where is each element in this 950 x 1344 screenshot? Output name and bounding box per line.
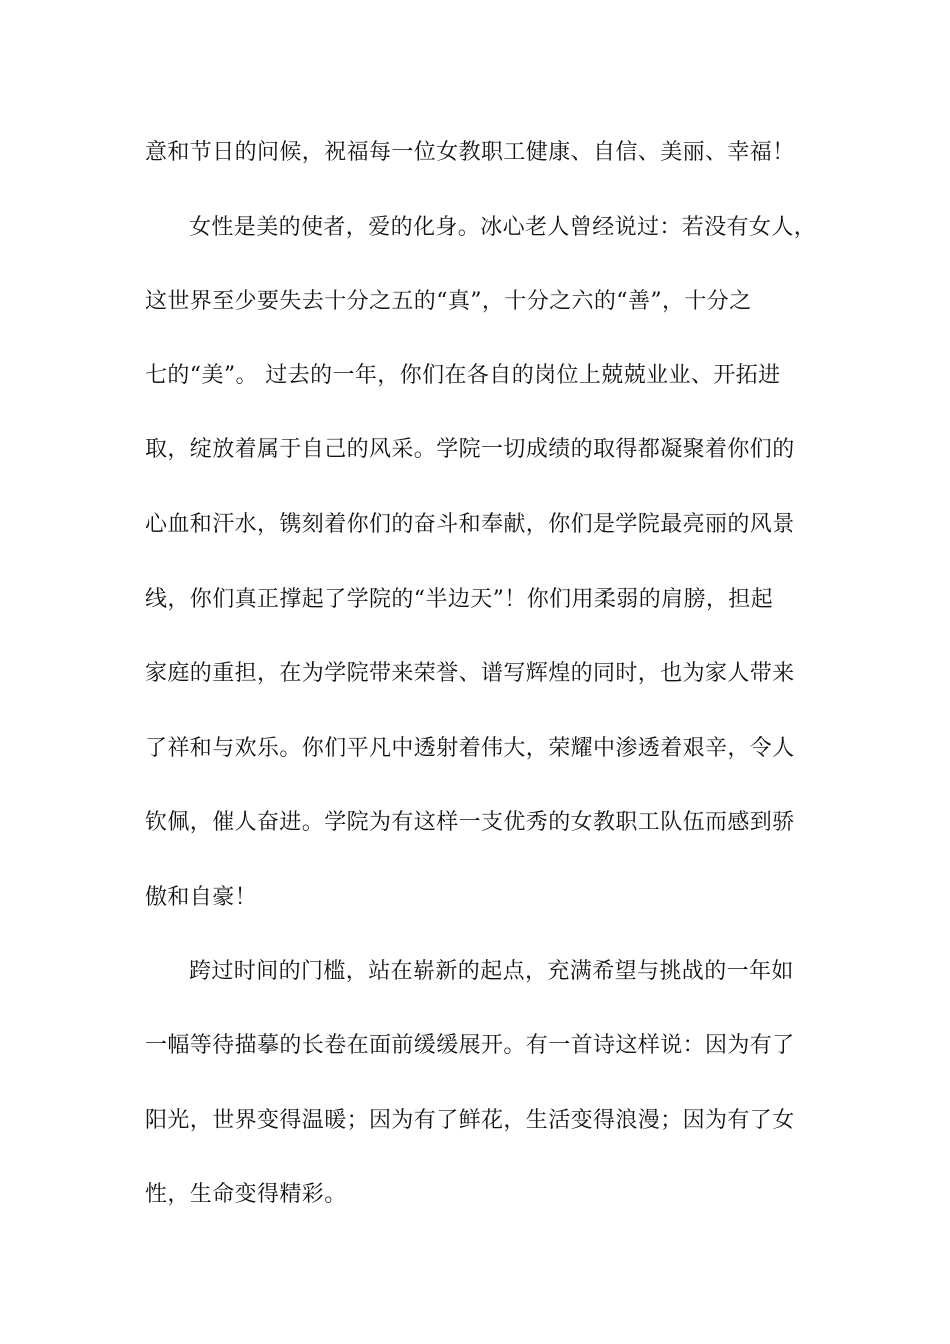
text-line: 阳光，世界变得温暖；因为有了鲜花，生活变得浪漫；因为有了女: [145, 1108, 795, 1133]
paragraph-start-line: 女性是美的使者，爱的化身。冰心老人曾经说过：若没有女人，: [189, 215, 817, 240]
text-line: 七的“美”。 过去的一年，你们在各自的岗位上兢兢业业、开拓进: [145, 363, 781, 388]
text-line: 一幅等待描摹的长卷在面前缓缓展开。有一首诗这样说：因为有了: [145, 1033, 795, 1058]
paragraph-start-line: 跨过时间的门槛，站在崭新的起点，充满希望与挑战的一年如: [189, 959, 794, 984]
text-line: 傲和自豪！: [145, 885, 258, 910]
text-line: 意和节日的问候，祝福每一位女教职工健康、自信、美丽、幸福！: [145, 140, 795, 165]
text-line: 性，生命变得精彩。: [145, 1182, 347, 1207]
text-line: 钦佩，催人奋进。学院为有这样一支优秀的女教职工队伍而感到骄: [145, 810, 795, 835]
text-line: 这世界至少要失去十分之五的“真”，十分之六的“善”，十分之: [145, 289, 752, 314]
text-line: 取，绽放着属于自己的风采。学院一切成绩的取得都凝聚着你们的: [145, 437, 795, 462]
text-line: 了祥和与欢乐。你们平凡中透射着伟大，荣耀中渗透着艰辛，令人: [145, 736, 795, 761]
text-line: 家庭的重担，在为学院带来荣誉、谱写辉煌的同时，也为家人带来: [145, 661, 795, 686]
text-line: 心血和汗水，镌刻着你们的奋斗和奉献，你们是学院最亮丽的风景: [145, 512, 795, 537]
text-line: 线，你们真正撑起了学院的“半边天”！你们用柔弱的肩膀，担起: [145, 587, 774, 612]
